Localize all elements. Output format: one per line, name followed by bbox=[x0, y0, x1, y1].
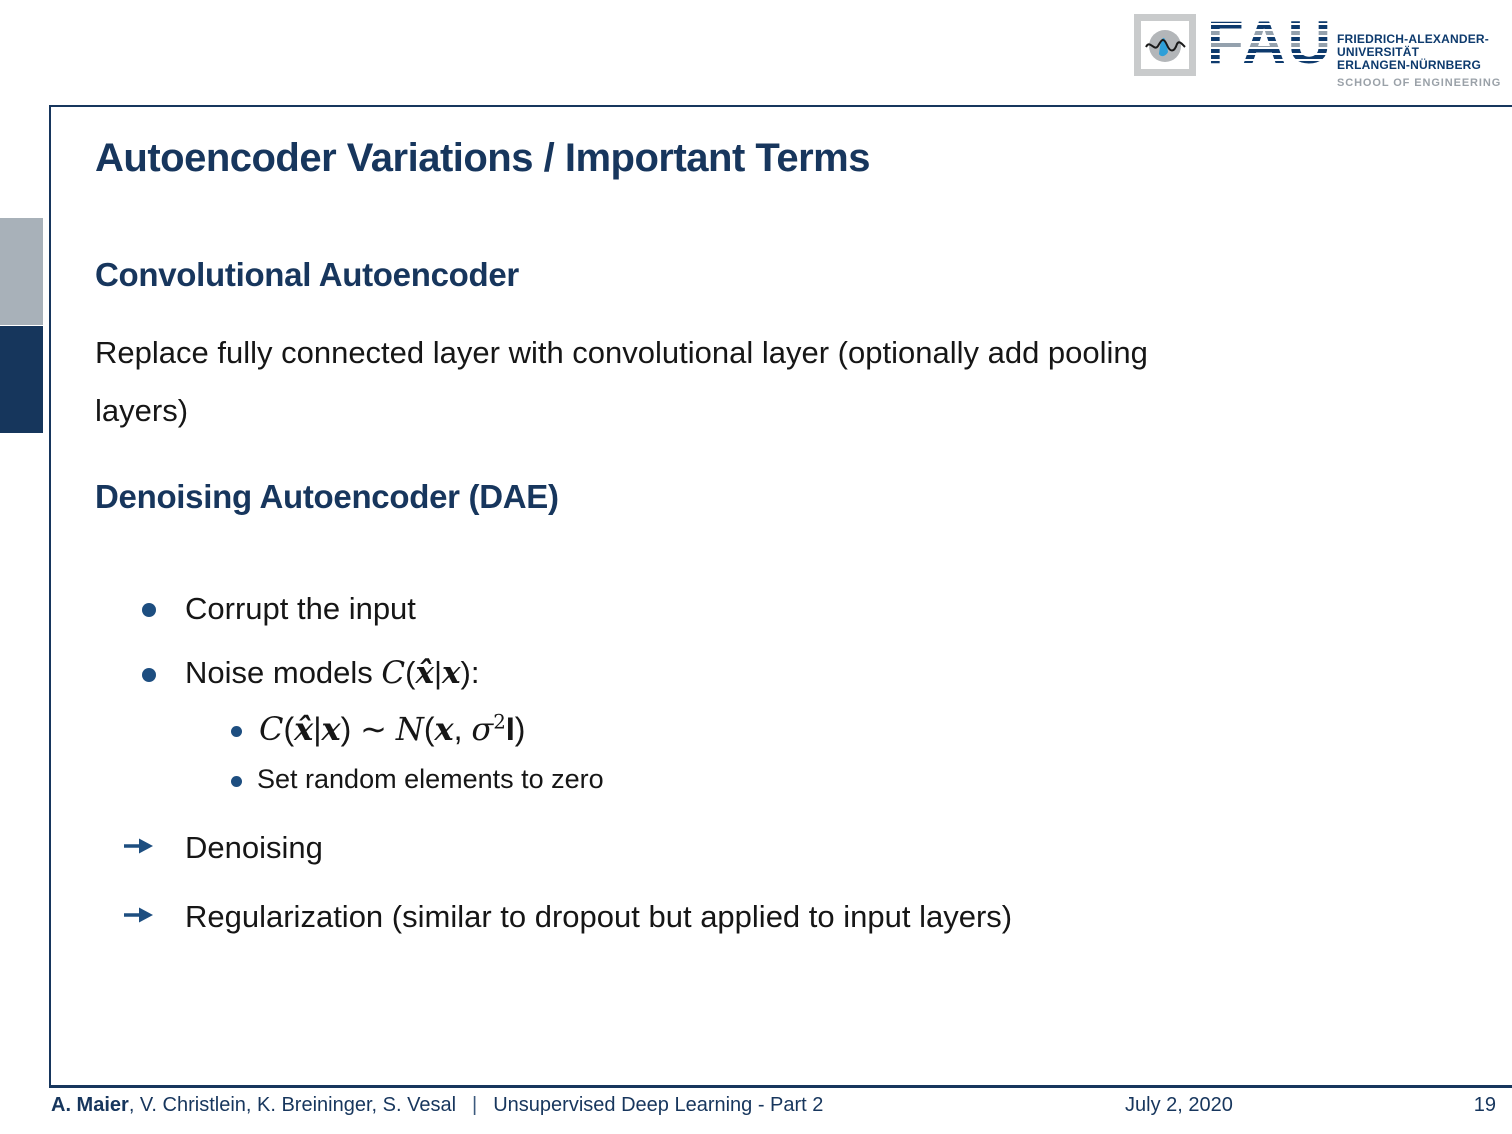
bullet-icon bbox=[142, 603, 156, 617]
footer-page-number: 19 bbox=[1473, 1094, 1496, 1116]
side-tab-gray bbox=[0, 218, 43, 325]
footer-authors-rest: , V. Christlein, K. Breininger, S. Vesal bbox=[128, 1094, 457, 1116]
bullet-item-noise-models: Noise models C(x̂|x): bbox=[185, 655, 480, 691]
section-heading-denoising: Denoising Autoencoder (DAE) bbox=[95, 478, 559, 515]
fau-logo: FAU bbox=[1207, 9, 1333, 76]
footer-authors bbox=[51, 1094, 823, 1117]
bullet-item-corrupt: Corrupt the input bbox=[185, 591, 416, 626]
footer-course-title: Unsupervised Deep Learning - Part 2 bbox=[493, 1094, 824, 1116]
footer-author-primary: A. Maier bbox=[51, 1094, 129, 1116]
body-paragraph bbox=[95, 324, 1425, 440]
frame-top-border bbox=[49, 105, 1512, 107]
sub-bullet-set-random: Set random elements to zero bbox=[257, 764, 604, 794]
school-of-engineering-label: SCHOOL OF ENGINEERING bbox=[1337, 77, 1502, 89]
waveform-icon bbox=[1141, 21, 1189, 69]
slide-title: Autoencoder Variations / Important Terms bbox=[95, 136, 870, 180]
footer-separator: | bbox=[472, 1094, 478, 1116]
body-line: layers) bbox=[95, 393, 189, 428]
frame-bottom-border bbox=[49, 1085, 1512, 1088]
arrow-icon bbox=[122, 905, 156, 925]
arrow-item-regularization: Regularization (similar to dropout but applied to input layers) bbox=[185, 899, 1013, 934]
footer-date: July 2, 2020 bbox=[1125, 1094, 1233, 1116]
section-heading-convolutional: Convolutional Autoencoder bbox=[95, 256, 519, 293]
side-tab-navy bbox=[0, 326, 43, 433]
lab-logo-frame bbox=[1141, 21, 1189, 69]
arrow-icon bbox=[122, 836, 156, 856]
university-name-line: ERLANGEN-NÜRNBERG bbox=[1337, 58, 1482, 72]
sub-bullet-gaussian-formula: C(x̂|x) ∼ N(x, $\sigma^2I$) bbox=[259, 710, 526, 748]
bullet-icon bbox=[142, 668, 156, 682]
university-name-line: FRIEDRICH-ALEXANDER- bbox=[1337, 32, 1489, 46]
arrow-item-denoising: Denoising bbox=[185, 830, 323, 865]
university-name-line: UNIVERSITÄT bbox=[1337, 45, 1420, 59]
sub-bullet-icon bbox=[231, 776, 242, 787]
sub-bullet-icon bbox=[231, 726, 242, 737]
university-name bbox=[1337, 33, 1489, 72]
body-line: Replace fully connected layer with convolutional layer (optionally add pooling bbox=[95, 335, 1148, 370]
pattern-recognition-lab-logo bbox=[1134, 14, 1196, 76]
frame-left-border bbox=[49, 105, 51, 1087]
